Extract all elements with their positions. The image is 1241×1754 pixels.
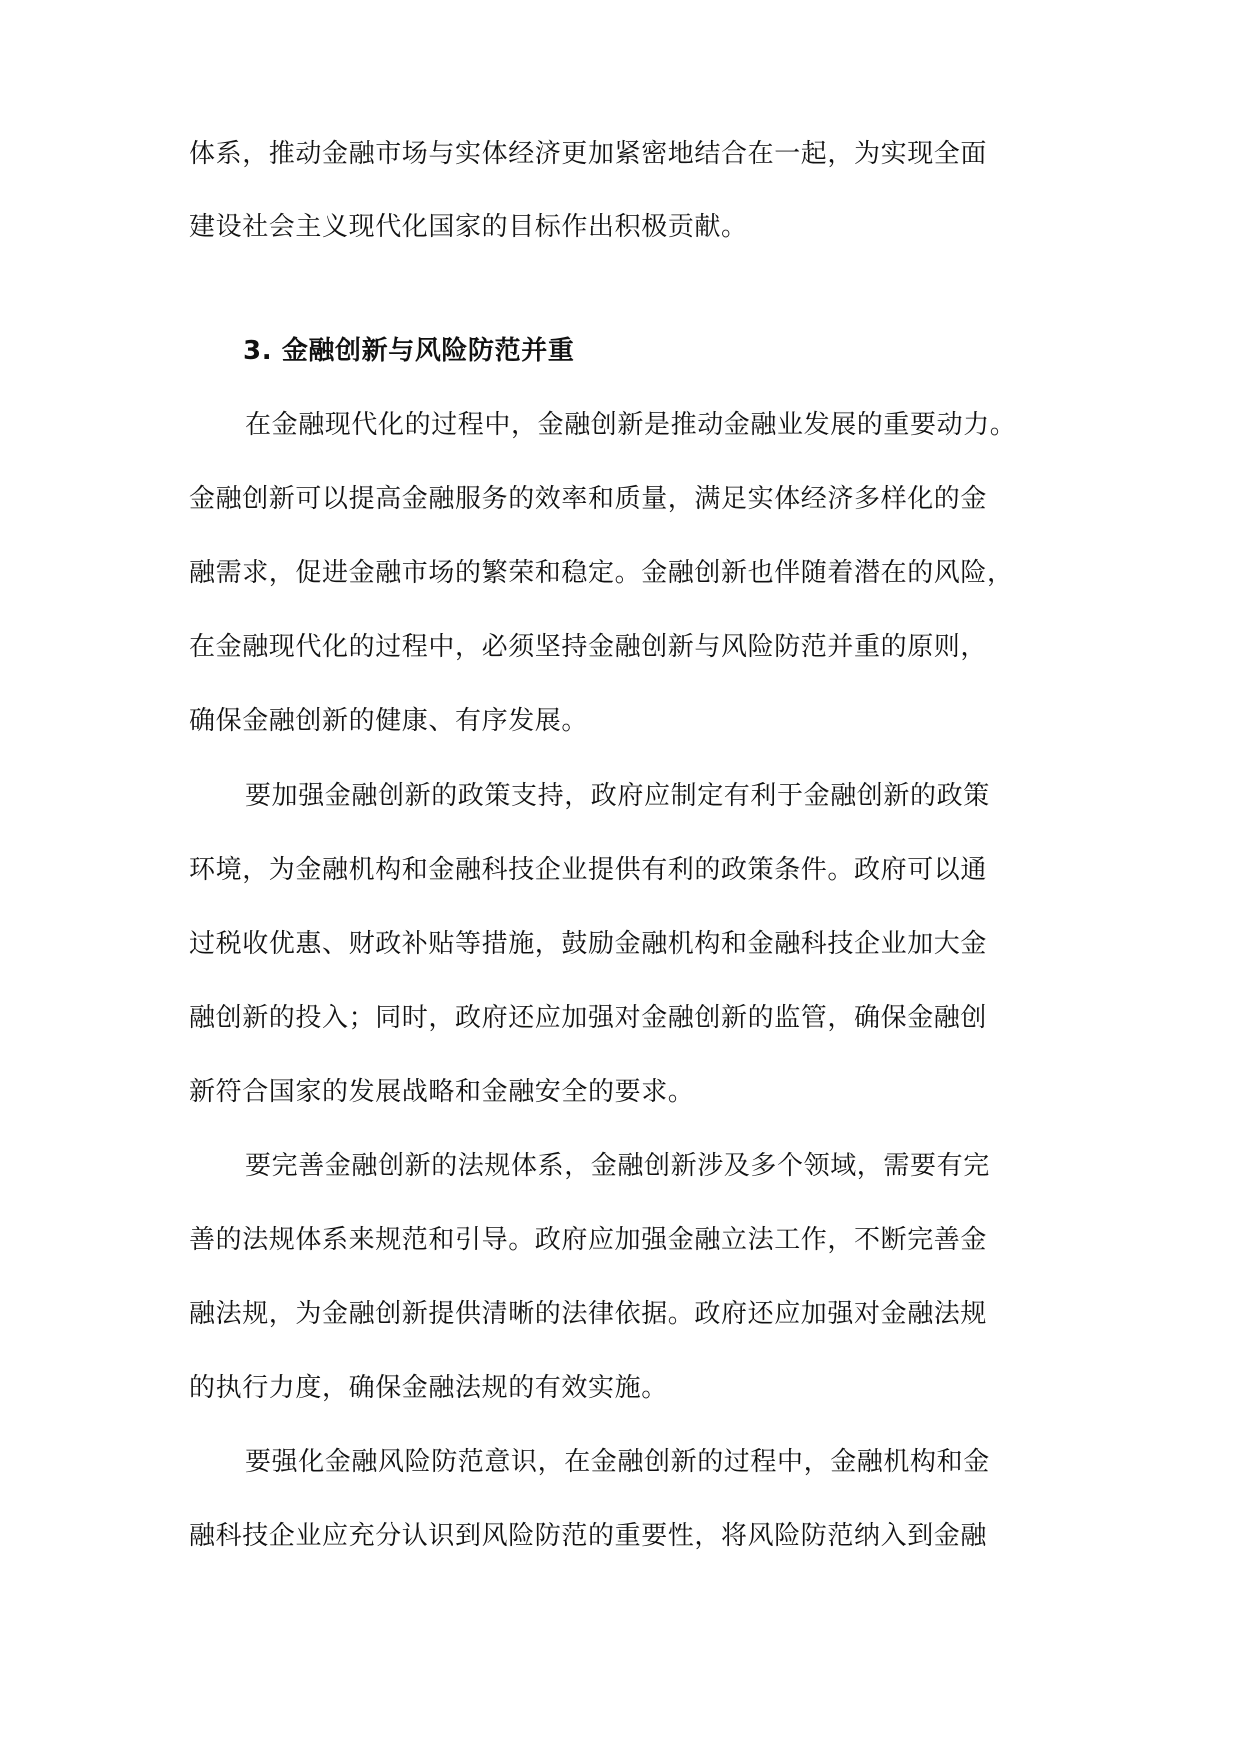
text-line: 金融创新可以提高金融服务的效率和质量，满足实体经济多样化的金 [189, 484, 988, 514]
text-line: 确保金融创新的健康、有序发展。 [189, 706, 589, 736]
text-line: 建设社会主义现代化国家的目标作出积极贡献。 [189, 212, 748, 242]
text-line: 环境，为金融机构和金融科技企业提供有利的政策条件。政府可以通 [189, 855, 988, 885]
paragraph-start-line: 要完善金融创新的法规体系，金融创新涉及多个领域，需要有完 [245, 1151, 990, 1181]
text-line: 融创新的投入；同时，政府还应加强对金融创新的监管，确保金融创 [189, 1003, 988, 1033]
section-heading: 3. 金融创新与风险防范并重 [243, 336, 575, 366]
text-line: 善的法规体系来规范和引导。政府应加强金融立法工作，不断完善金 [189, 1225, 988, 1255]
text-line: 过税收优惠、财政补贴等措施，鼓励金融机构和金融科技企业加大金 [189, 929, 988, 959]
text-line: 融法规，为金融创新提供清晰的法律依据。政府还应加强对金融法规 [189, 1299, 988, 1329]
paragraph-start-line: 要加强金融创新的政策支持，政府应制定有利于金融创新的政策 [245, 781, 990, 811]
text-line: 在金融现代化的过程中，必须坚持金融创新与风险防范并重的原则， [189, 632, 988, 662]
paragraph-start-line: 在金融现代化的过程中，金融创新是推动金融业发展的重要动力。 [245, 410, 1017, 440]
text-line: 融科技企业应充分认识到风险防范的重要性，将风险防范纳入到金融 [189, 1521, 988, 1551]
text-line: 融需求，促进金融市场的繁荣和稳定。金融创新也伴随着潜在的风险， [189, 558, 1014, 588]
text-line: 新符合国家的发展战略和金融安全的要求。 [189, 1077, 695, 1107]
text-line: 的执行力度，确保金融法规的有效实施。 [189, 1373, 668, 1403]
paragraph-start-line: 要强化金融风险防范意识，在金融创新的过程中，金融机构和金 [245, 1447, 990, 1477]
text-line: 体系，推动金融市场与实体经济更加紧密地结合在一起，为实现全面 [189, 139, 988, 169]
